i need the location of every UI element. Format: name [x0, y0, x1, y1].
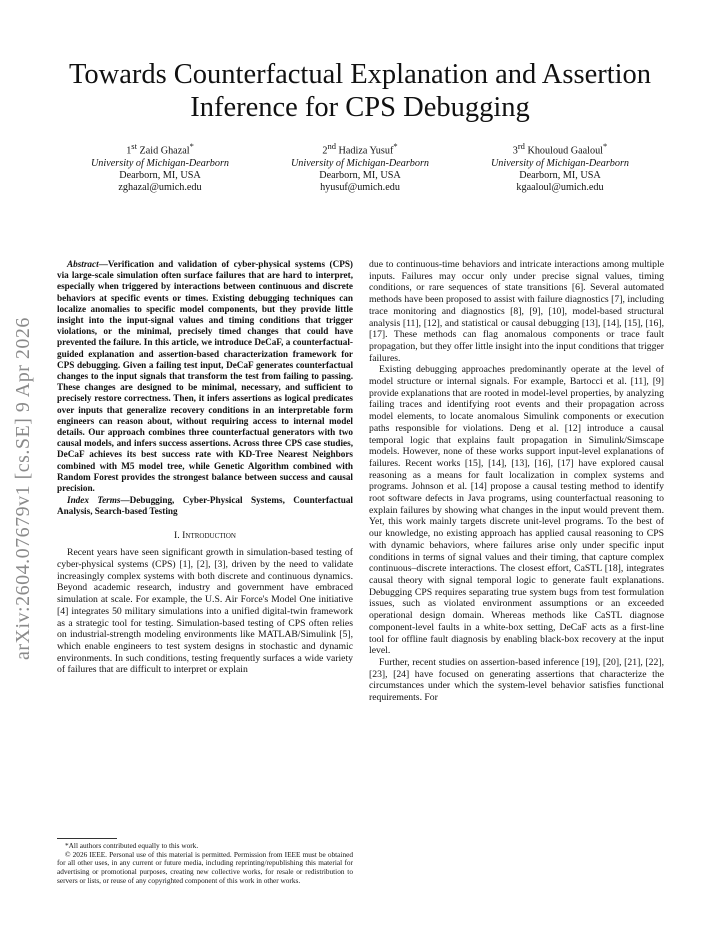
author-name: Khouloud Gaaloul [527, 145, 604, 157]
paper-title [40, 58, 680, 124]
body-paragraph-2: Existing debugging approaches predominantly operate at the level of model structure or internal signals. For example, Bartocci et al. [11], [9] provide explanations that are rooted in model-level properties, by analyzing failing traces and identifying root events and their propagation across model elements, to locate anomalous Simulink components or execution paths responsible for violations. Deng et al. [12] introduce a causal temporal logic that explains fault propagation in Simulink/Simscape models. However, none of these works support input-level explanations of failures. Recent works [15], [14], [13], [16], [17] have explored causal reasoning as a means for fault localization in complex systems and programs. Johnson et al. [14] propose a causal testing method to identify root software defects in Java programs, using counterfactual reasoning to explain failures by showing what changes in the input would prevent them. Yet, this work mainly targets discrete unit-level programs. To the best of our knowledge, no existing approach has applied causal reasoning to CPS with dynamic behaviors, where failures arise only under specific input conditions in terms of signal values and their timing, that capture complex continuous–discrete interactions. The closest effort, CaSTL [18], integrates causal theory with signal temporal logic to generate fault explanations. Debugging CPS requires separating true system bugs from test formulation issues, such as violated environment assumptions or an exceeded operational design domain. Whereas methods like CaSTL diagnose component-level faults in a white-box setting, DeCaF acts as a first-line tool for offline fault diagnosis by enabling black-box recovery at the input level. [369, 364, 664, 657]
author-ordinal-suffix: rd [517, 141, 525, 151]
author-1 [60, 140, 260, 194]
author-affiliation: University of Michigan-Dearborn [290, 157, 430, 169]
author-ordinal: 1 [126, 145, 132, 157]
author-mark: * [603, 141, 608, 151]
left-column [57, 259, 353, 676]
author-ordinal-suffix: nd [327, 141, 336, 151]
author-email: hyusuf@umich.edu [320, 182, 400, 193]
index-terms [57, 495, 353, 517]
author-name: Hadiza Yusuf [338, 145, 394, 157]
author-mark: * [393, 141, 398, 151]
author-location: Dearborn, MI, USA [319, 169, 401, 181]
arxiv-stamp: arXiv:2604.07679v1 [cs.SE] 9 Apr 2026 [12, 317, 34, 660]
abstract [57, 259, 353, 494]
author-email: zghazal@umich.edu [118, 182, 202, 193]
index-terms-text: —Debugging, Cyber-Physical Systems, Counterfactual Analysis, Search-based Testing [57, 495, 353, 517]
author-ordinal: 3 [512, 145, 518, 157]
author-location: Dearborn, MI, USA [119, 169, 201, 181]
author-3 [460, 140, 660, 194]
author-ordinal-suffix: st [131, 141, 137, 151]
index-terms-label: Index Terms [67, 495, 121, 506]
section-heading-introduction: I. Introduction [174, 529, 236, 541]
body-paragraph-1: due to continuous-time behaviors and intricate interactions among multiple inputs. Failures may occur only under precise signal values, timing conditions, or rare sequences of state transitions [6]. Several automated methods have been proposed to assist with failure diagnostics [7], including trace monitoring and diagnostics [8], [9], [10], model-based structural analysis [11], [12], and statistical or causal debugging [13], [14], [15], [16], [17]. These methods can flag anomalous components or trace fault propagation, but they offer little insight into the input conditions that trigger failures. [369, 259, 664, 364]
author-ordinal: 2 [322, 145, 328, 157]
intro-paragraph-1: Recent years have seen significant growth in simulation-based testing of cyber-physical systems (CPS) [1], [2], [3], driven by the need to validate increasingly complex systems with both discrete and continuous dynamics. Beyond academic research, industry and government have embraced simulation at scale. For example, the U.S. Air Force's Model One initiative [4] integrates 50 military simulations into a unified digital-twin framework as a strategic tool for testing. Simulation-based testing of CPS often relies on industrial-strength modeling environments like MATLAB/Simulink [5], which enable engineers to test system designs in stochastic and dynamic environments. In such conditions, testing frequently surfaces a wide variety of failures that are difficult to interpret or explain [57, 547, 353, 676]
body-paragraph-3: Further, recent studies on assertion-based inference [19], [20], [21], [22], [23], [24] have focused on generating assertions that characterize the circumstances under which the system-level behavior satisfies functional requirements. For [369, 656, 664, 704]
footnote-copyright: © 2026 IEEE. Personal use of this material is permitted. Permission from IEEE must be obtained for all other uses, in any current or future media, including reprinting/republishing this material for advertising or promotional purposes, creating new collective works, for resale or redistribution to servers or lists, or reuse of any copyrighted component of this work in other works. [57, 849, 353, 885]
footnote-rule [57, 838, 117, 839]
author-name: Zaid Ghazal [139, 145, 190, 157]
title-line-1: Towards Counterfactual Explanation and Assertion [68, 59, 652, 90]
author-block [60, 140, 660, 194]
author-affiliation: University of Michigan-Dearborn [90, 157, 230, 169]
author-email: kgaaloul@umich.edu [516, 182, 604, 193]
right-column [369, 259, 664, 704]
abstract-label: Abstract [67, 259, 99, 269]
author-location: Dearborn, MI, USA [519, 169, 601, 181]
footnote-equal-contribution: *All authors contributed equally to this work. [65, 841, 199, 850]
author-2 [260, 140, 460, 194]
abstract-text: —Verification and validation of cyber-physical systems (CPS) via large-scale simulation often surface failures that are hard to interpret, especially when triggered by interactions between continuous and discrete behaviors at specific events or times. Existing debugging techniques can localize anomalies to specific model components, but they provide little insight into the input-signal values and timing conditions that trigger violations, or the minimal, precisely timed changes that could have prevented the failure. In this article, we introduce DeCaF, a counterfactual-guided explanation and assertion-based characterization framework for CPS debugging. Given a failing test input, DeCaF generates counterfactual changes to the input signals that transform the test from failing to passing. These changes are designed to be minimal, necessary, and sufficient to precisely restore correctness. Then, it infers assertions as logical predicates over inputs that generalize recovery conditions in an interpretable form engineers can reason about, without requiring access to internal model details. Our approach combines three counterfactual generators with two causal models, and infers success assertions. Across three CPS case studies, DeCaF achieves its best success rate with KD-Tree Nearest Neighbors combined with M5 model tree, while Genetic Algorithm combined with Random Forest provides the strongest balance between success and causal precision. [57, 259, 353, 494]
author-mark: * [189, 141, 194, 151]
footnotes [57, 838, 353, 886]
author-affiliation: University of Michigan-Dearborn [490, 157, 630, 169]
title-line-2: Inference for CPS Debugging [190, 92, 530, 123]
